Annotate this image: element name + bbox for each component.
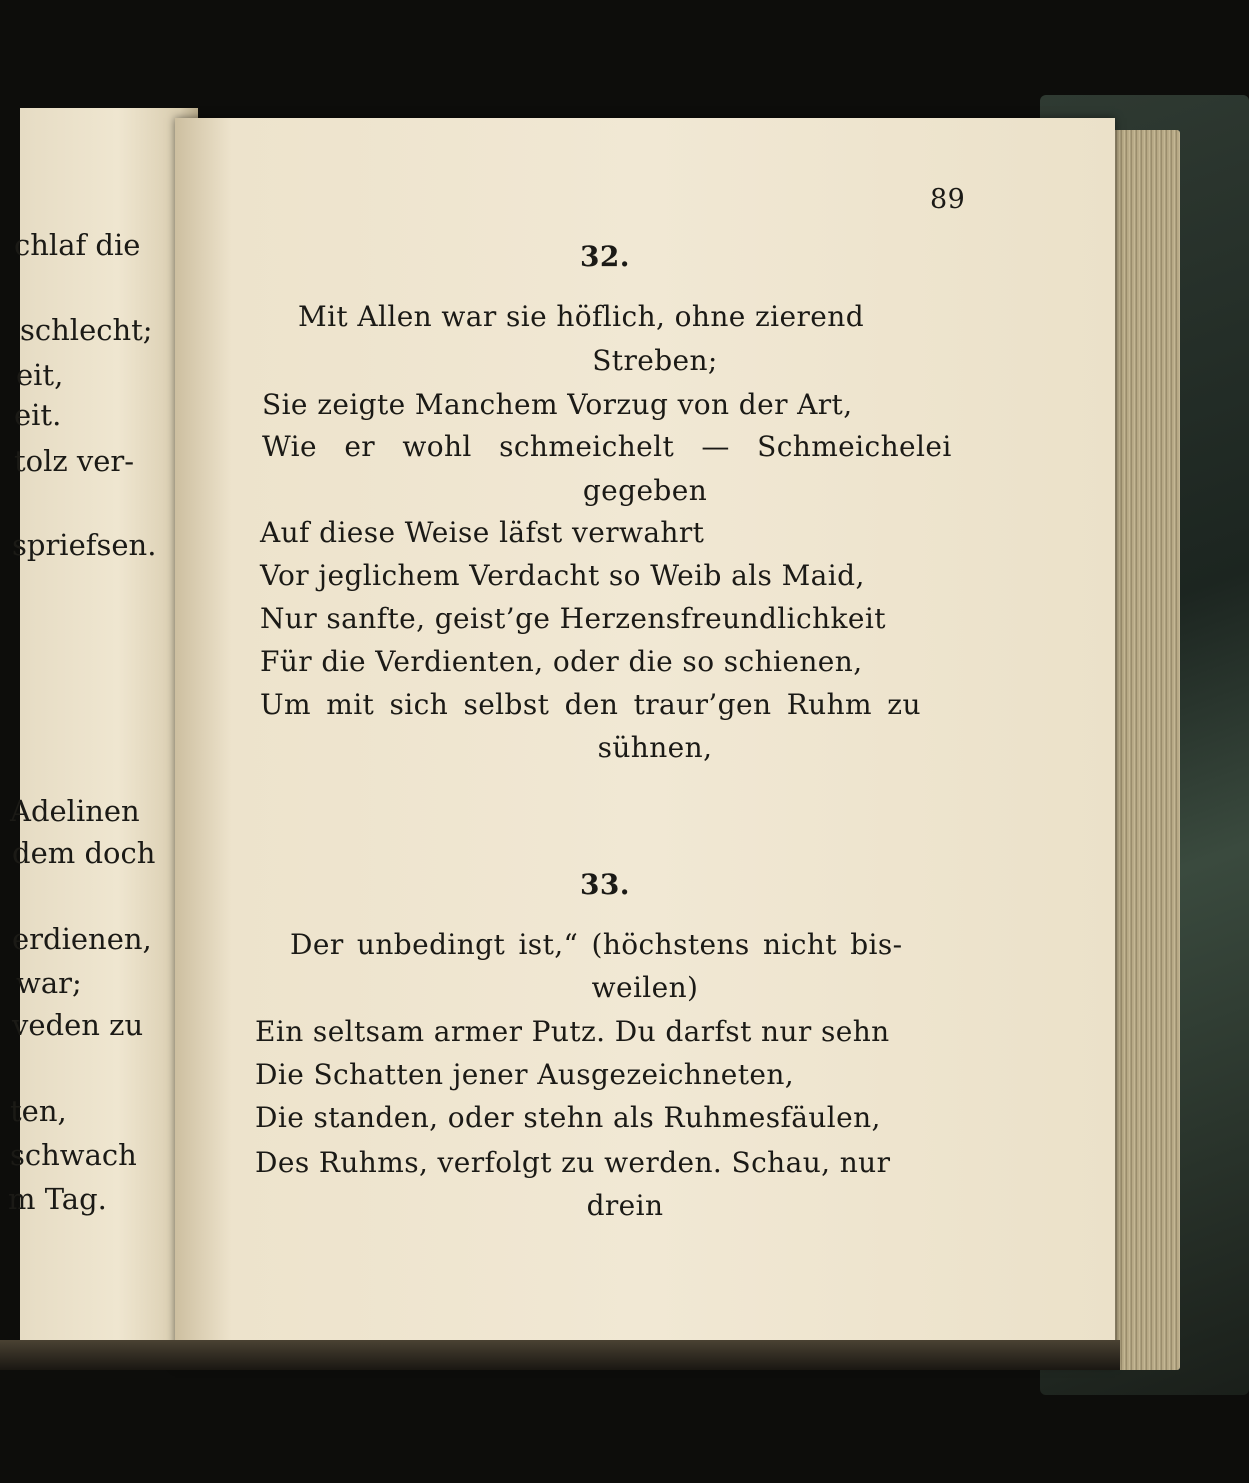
verse-line: Die Schatten jener Ausgezeichneten, xyxy=(255,1058,795,1091)
stanza-number: 32. xyxy=(580,240,630,273)
verse-line: Die standen, oder stehn als Ruhmesfäulen, xyxy=(255,1101,881,1134)
verse-line: Wie er wohl schmeichelt — Schmeichelei xyxy=(262,430,952,463)
verse-line: drein xyxy=(586,1189,664,1222)
page-number: 89 xyxy=(930,184,966,215)
right-page xyxy=(175,118,1115,1366)
verse-line: Der unbedingt ist,“ (höchstens nicht bis- xyxy=(290,928,903,961)
left-fragment: eit. xyxy=(14,398,62,432)
verse-line: Sie zeigte Manchem Vorzug von der Art, xyxy=(262,388,853,421)
verse-line: Auf diese Weise läfst verwahrt xyxy=(260,516,705,549)
stanza-number: 33. xyxy=(580,868,630,901)
left-fragment: schlecht; xyxy=(20,313,153,347)
left-fragment: chlaf die xyxy=(14,228,141,262)
left-page xyxy=(8,108,198,1348)
verse-line: sühnen, xyxy=(597,731,713,764)
verse-line: Ein seltsam armer Putz. Du darfst nur sehn xyxy=(255,1015,890,1048)
verse-line: Des Ruhms, verfolgt zu werden. Schau, nur xyxy=(255,1146,891,1179)
page-edges xyxy=(1108,130,1180,1370)
verse-line: Um mit sich selbst den traur’gen Ruhm zu xyxy=(260,688,921,721)
left-fragment: Adelinen xyxy=(10,794,140,828)
left-fragment: war; xyxy=(16,966,82,1000)
verse-line: Nur sanfte, geist’ge Herzensfreundlichkeit xyxy=(260,602,886,635)
left-fragment: veden zu xyxy=(12,1008,144,1042)
verse-line: gegeben xyxy=(582,474,708,507)
left-fragment: eit, xyxy=(16,358,64,392)
left-fragment: erdienen, xyxy=(12,922,152,956)
verse-line: Für die Verdienten, oder die so schienen, xyxy=(260,645,863,678)
left-fragment: dem doch xyxy=(12,836,156,870)
left-fragment: tolz ver- xyxy=(14,444,135,478)
verse-line: weilen) xyxy=(591,971,699,1004)
verse-line: Streben; xyxy=(592,344,718,377)
left-fragment: schwach xyxy=(10,1138,137,1172)
verse-line: Vor jeglichem Verdacht so Weib als Maid, xyxy=(260,559,865,592)
book-bottom-edge xyxy=(0,1340,1120,1370)
left-fragment: m Tag. xyxy=(8,1182,107,1216)
left-fragment: ten, xyxy=(10,1094,67,1128)
left-fragment: spriefsen. xyxy=(12,528,157,562)
verse-line: Mit Allen war sie höflich, ohne zierend xyxy=(298,300,865,333)
